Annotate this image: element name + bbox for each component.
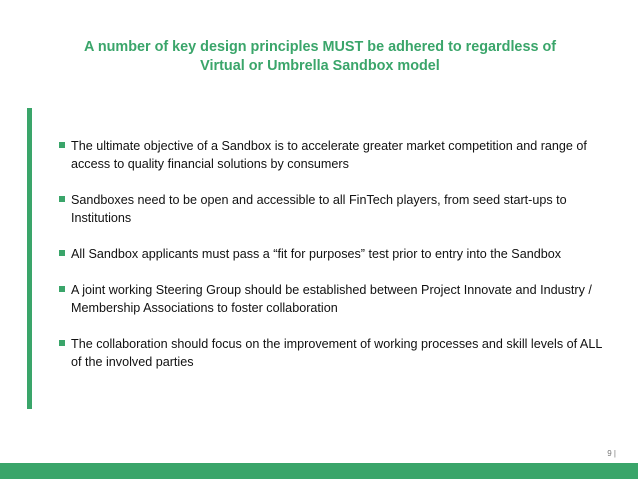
square-bullet-icon bbox=[59, 286, 65, 292]
bullet-item bbox=[59, 191, 604, 227]
square-bullet-icon bbox=[59, 250, 65, 256]
left-accent-rule bbox=[27, 108, 32, 409]
slide-title-line-1: A number of key design principles MUST be adhered to regardless of bbox=[83, 39, 557, 55]
bullet-list bbox=[59, 137, 604, 389]
square-bullet-icon bbox=[59, 196, 65, 202]
bullet-item bbox=[59, 245, 604, 263]
slide-title-line-2: Virtual or Umbrella Sandbox model bbox=[200, 58, 440, 74]
bullet-text: A joint working Steering Group should be established between Project Innovate and Industry / Membership Associations to foster collaboration bbox=[71, 283, 592, 315]
bullet-item bbox=[59, 335, 604, 371]
square-bullet-icon bbox=[59, 340, 65, 346]
bullet-text: Sandboxes need to be open and accessible to all FinTech players, from seed start-ups to Institutions bbox=[71, 193, 567, 225]
bullet-text: The collaboration should focus on the improvement of working processes and skill levels of ALL of the involved parties bbox=[71, 337, 602, 369]
bullet-item bbox=[59, 137, 604, 173]
bullet-text: The ultimate objective of a Sandbox is to accelerate greater market competition and range of access to quality financial solutions by consumers bbox=[71, 139, 587, 171]
bullet-text: All Sandbox applicants must pass a “fit for purposes” test prior to entry into the Sandbox bbox=[71, 247, 562, 261]
page-number: 9 | bbox=[607, 449, 616, 458]
bullet-item bbox=[59, 281, 604, 317]
square-bullet-icon bbox=[59, 142, 65, 148]
slide-title bbox=[30, 38, 610, 76]
footer-accent-bar bbox=[0, 463, 638, 479]
